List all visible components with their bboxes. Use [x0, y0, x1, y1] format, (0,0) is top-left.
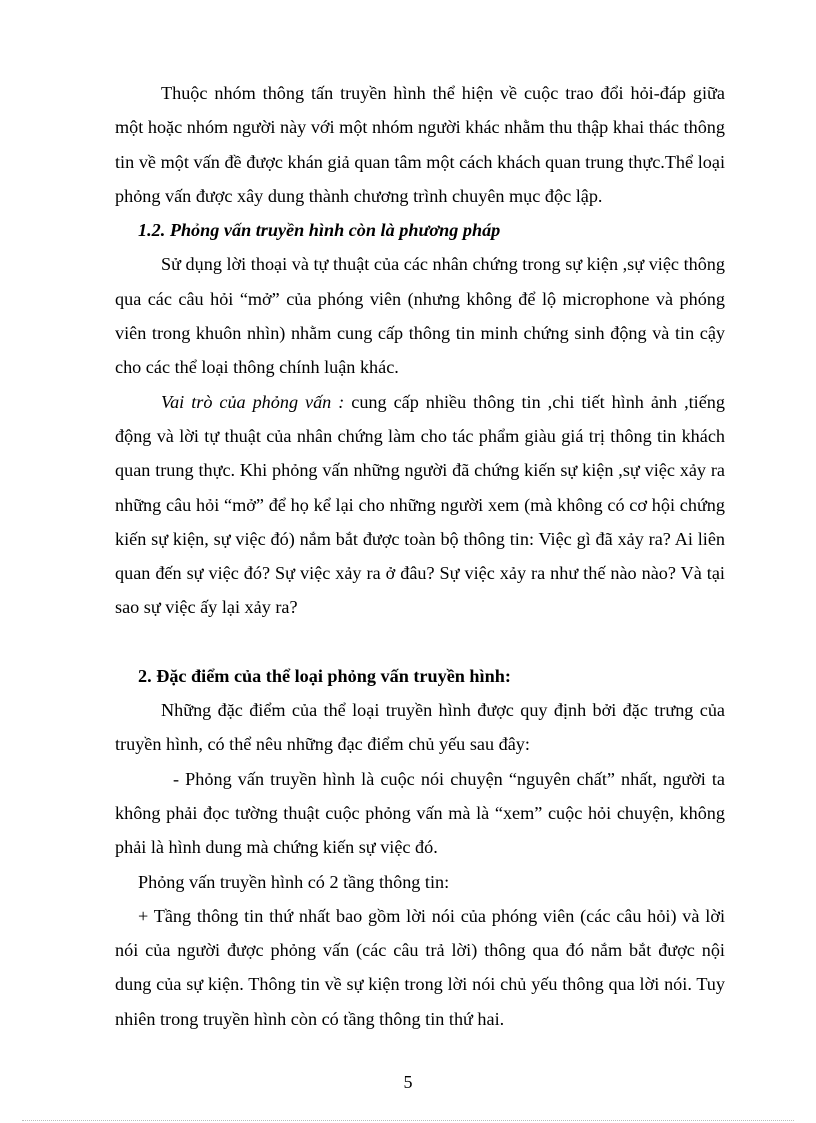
role-lead-italic: Vai trò của phỏng vấn : — [161, 391, 345, 412]
paragraph-feature-conversation: - Phỏng vấn truyền hình là cuộc nói chuyện “nguyên chất” nhất, người ta không phải đọc tường thuật cuộc phỏng vấn mà là “xem” cuộc hỏi chuyện, không phải là hình dung mà chứng kiến sự việc đó. — [115, 768, 725, 858]
paragraph-role — [115, 385, 725, 625]
paragraph-first-layer: + Tầng thông tin thứ nhất bao gồm lời nói của phóng viên (các câu hỏi) và lời nói của người được phỏng vấn (các câu trả lời) thông qua đó nắm bắt được nội dung của sự kiện. Thông tin về sự kiện trong lời nói chủ yếu thông qua lời nói. Tuy nhiên trong truyền hình còn có tầng thông tin thứ hai. — [115, 905, 725, 1029]
role-text: cung cấp nhiều thông tin ,chi tiết hình ảnh ,tiếng động và lời tự thuật của nhân chứng làm cho tác phẩm giàu giá trị thông tin khách quan trung thực. Khi phỏng vấn những người đã chứng kiến sự kiện ,sự việc xảy ra những câu hỏi “mở” để họ kể lại cho những người xem (mà không có cơ hội chứng kiến sự kiện, sự việc đó) nắm bắt được toàn bộ thông tin: Việc gì đã xảy ra? Ai liên quan đến sự việc đó? Sự việc xảy ra ở đâu? Sự việc xảy ra như thế nào nào? Và tại sao sự việc ấy lại xảy ra? — [115, 391, 725, 618]
paragraph-definition: Thuộc nhóm thông tấn truyền hình thể hiện về cuộc trao đổi hỏi-đáp giữa một hoặc nhóm người này với một nhóm người khác nhằm thu thập khai thác thông tin về một vấn đề được khán giả quan tâm một cách khách quan trung thực.Thể loại phỏng vấn được xây dung thành chương trình chuyên mục độc lập. — [115, 83, 725, 206]
document-body — [115, 76, 725, 1036]
section-heading-1-2: 1.2. Phỏng vấn truyền hình còn là phương pháp — [138, 220, 501, 241]
paragraph-features-intro: Những đặc điểm của thể loại truyền hình được quy định bởi đặc trưng của truyền hình, có thể nêu những đạc điểm chủ yếu sau đây: — [115, 700, 725, 755]
paragraph-two-layers: Phỏng vấn truyền hình có 2 tầng thông tin: — [138, 871, 450, 892]
paragraph-method: Sử dụng lời thoại và tự thuật của các nhân chứng trong sự kiện ,sự việc thông qua các câu hỏi “mở” của phóng viên (nhưng không để lộ microphone và phóng viên trong khuôn nhìn) nhằm cung cấp thông tin minh chứng sinh động và tin cậy cho các thể loại thông chính luận khác. — [115, 254, 725, 378]
footer-divider — [22, 1120, 794, 1121]
page-number: 5 — [403, 1072, 413, 1092]
section-heading-2: 2. Đặc điểm của thể loại phỏng vấn truyền hình: — [138, 665, 511, 686]
